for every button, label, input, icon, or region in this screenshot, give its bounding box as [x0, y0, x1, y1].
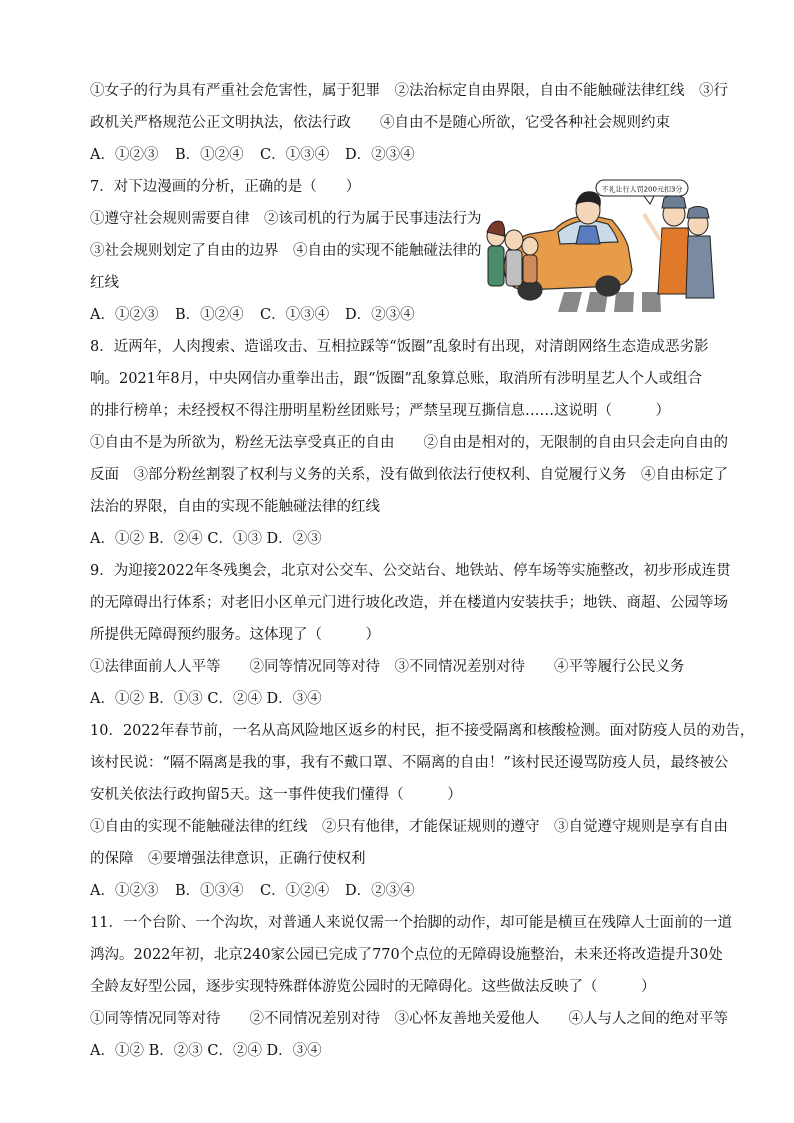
q7-cartoon-illustration	[484, 174, 716, 314]
driver	[576, 192, 600, 244]
q11-stem-line-2: 鸿沟。2022年初，北京240家公园已完成了770个点位的无障碍设施整治，未来还将改造提升30处	[90, 947, 723, 963]
q9-options: A．①② B．①③ C．②④ D．③④	[90, 691, 322, 707]
q7-statement-line-1: ①遵守社会规则需要自律 ②该司机的行为属于民事违法行为	[90, 211, 482, 227]
q10-option-d: D．②③④	[345, 883, 415, 899]
q8-options: A．①② B．②④ C．①③ D．②③	[90, 531, 322, 547]
q6-option-b: B．①②④	[175, 147, 244, 163]
q7-statement-line-2: ③社会规则划定了自由的边界 ④自由的实现不能触碰法律的	[90, 243, 482, 259]
q8-statement-line-1: ①自由不是为所欲为，粉丝无法享受真正的自由 ②自由是相对的，无限制的自由只会走向自由的	[90, 435, 728, 451]
q8-statement-line-2: 反面 ③部分粉丝割裂了权利与义务的关系，没有做到依法行使权利、自觉履行义务 ④自由标定了	[90, 467, 728, 483]
q11-options: A．①② B．②③ C．②④ D．③④	[90, 1043, 322, 1059]
q10-stem-line-3: 安机关依法行政拘留5天。这一事件使我们懂得（ ）	[90, 787, 462, 803]
q6-statement-line-1: ①女子的行为具有严重社会危害性，属于犯罪 ②法治标定自由界限，自由不能触碰法律红线 ③行	[90, 83, 728, 99]
q7-statement-line-3: 红线	[90, 275, 119, 291]
pedestrians	[487, 221, 538, 286]
q6-option-d: D．②③④	[345, 147, 415, 163]
q6-option-a: A．①②③	[90, 147, 159, 163]
police-officers	[644, 195, 714, 298]
q10-option-c: C．①②④	[260, 883, 330, 899]
speech-bubble-text: 不礼让行人罚200元扣3分	[601, 185, 683, 194]
q7-option-d: D．②③④	[345, 307, 415, 323]
q6-option-c: C．①③④	[260, 147, 330, 163]
q9-stem-line-3: 所提供无障碍预约服务。这体现了（ ）	[90, 627, 380, 643]
q11-statement-line: ①同等情况同等对待 ②不同情况差别对待 ③心怀友善地关爱他人 ④人与人之间的绝对平等	[90, 1011, 728, 1027]
q7-option-c: C．①③④	[260, 307, 330, 323]
q11-stem-line-1: 11．一个台阶、一个沟坎，对普通人来说仅需一个抬脚的动作，却可能是横亘在残障人士面前的一道	[90, 915, 732, 931]
q10-options	[90, 881, 415, 901]
q11-stem-line-3: 全龄友好型公园，逐步实现特殊群体游览公园时的无障碍化。这些做法反映了（ ）	[90, 979, 656, 995]
q9-stem-line-2: 的无障碍出行体系；对老旧小区单元门进行坡化改造，并在楼道内安装扶手；地铁、商超、公园等场	[90, 595, 728, 611]
q10-option-b: B．①③④	[175, 883, 244, 899]
q6-options	[90, 145, 415, 165]
q7-stem: 7．对下边漫画的分析，正确的是（ ）	[90, 179, 361, 195]
q8-statement-line-3: 法治的界限，自由的实现不能触碰法律的红线	[90, 499, 380, 515]
q10-stem-line-2: 该村民说：“隔不隔离是我的事，我有不戴口罩、不隔离的自由！”该村民还谩骂防疫人员，最终被公	[90, 755, 729, 771]
q10-option-a: A．①②③	[90, 883, 159, 899]
q9-statement-line: ①法律面前人人平等 ②同等情况同等对待 ③不同情况差别对待 ④平等履行公民义务	[90, 659, 685, 675]
q10-statement-line-2: 的保障 ④要增强法律意识，正确行使权利	[90, 851, 366, 867]
q7-option-b: B．①②④	[175, 307, 244, 323]
q8-stem-line-3: 的排行榜单；未经授权不得注册明星粉丝团账号；严禁呈现互撕信息……这说明（ ）	[90, 403, 670, 419]
q8-stem-line-2: 响。2021年8月，中央网信办重拳出击，跟“饭圈”乱象算总账，取消所有涉明星艺人个人或组合	[90, 371, 702, 387]
q7-options	[90, 305, 415, 325]
q6-statement-line-2: 政机关严格规范公正文明执法，依法行政 ④自由不是随心所欲，它受各种社会规则约束	[90, 115, 670, 131]
q9-stem-line-1: 9．为迎接2022年冬残奥会，北京对公交车、公交站台、地铁站、停车场等实施整改，初步形成连贯	[90, 563, 731, 579]
q10-stem-line-1: 10．2022年春节前，一名从高风险地区返乡的村民，拒不接受隔离和核酸检测。面对防疫人员的劝告，	[90, 723, 755, 739]
q8-stem-line-1: 8．近两年，人肉搜索、造谣攻击、互相拉踩等“饭圈”乱象时有出现，对清朗网络生态造成恶劣影	[90, 339, 709, 355]
q7-option-a: A．①②③	[90, 307, 159, 323]
q10-statement-line-1: ①自由的实现不能触碰法律的红线 ②只有他律，才能保证规则的遵守 ③自觉遵守规则是享有自由	[90, 819, 728, 835]
